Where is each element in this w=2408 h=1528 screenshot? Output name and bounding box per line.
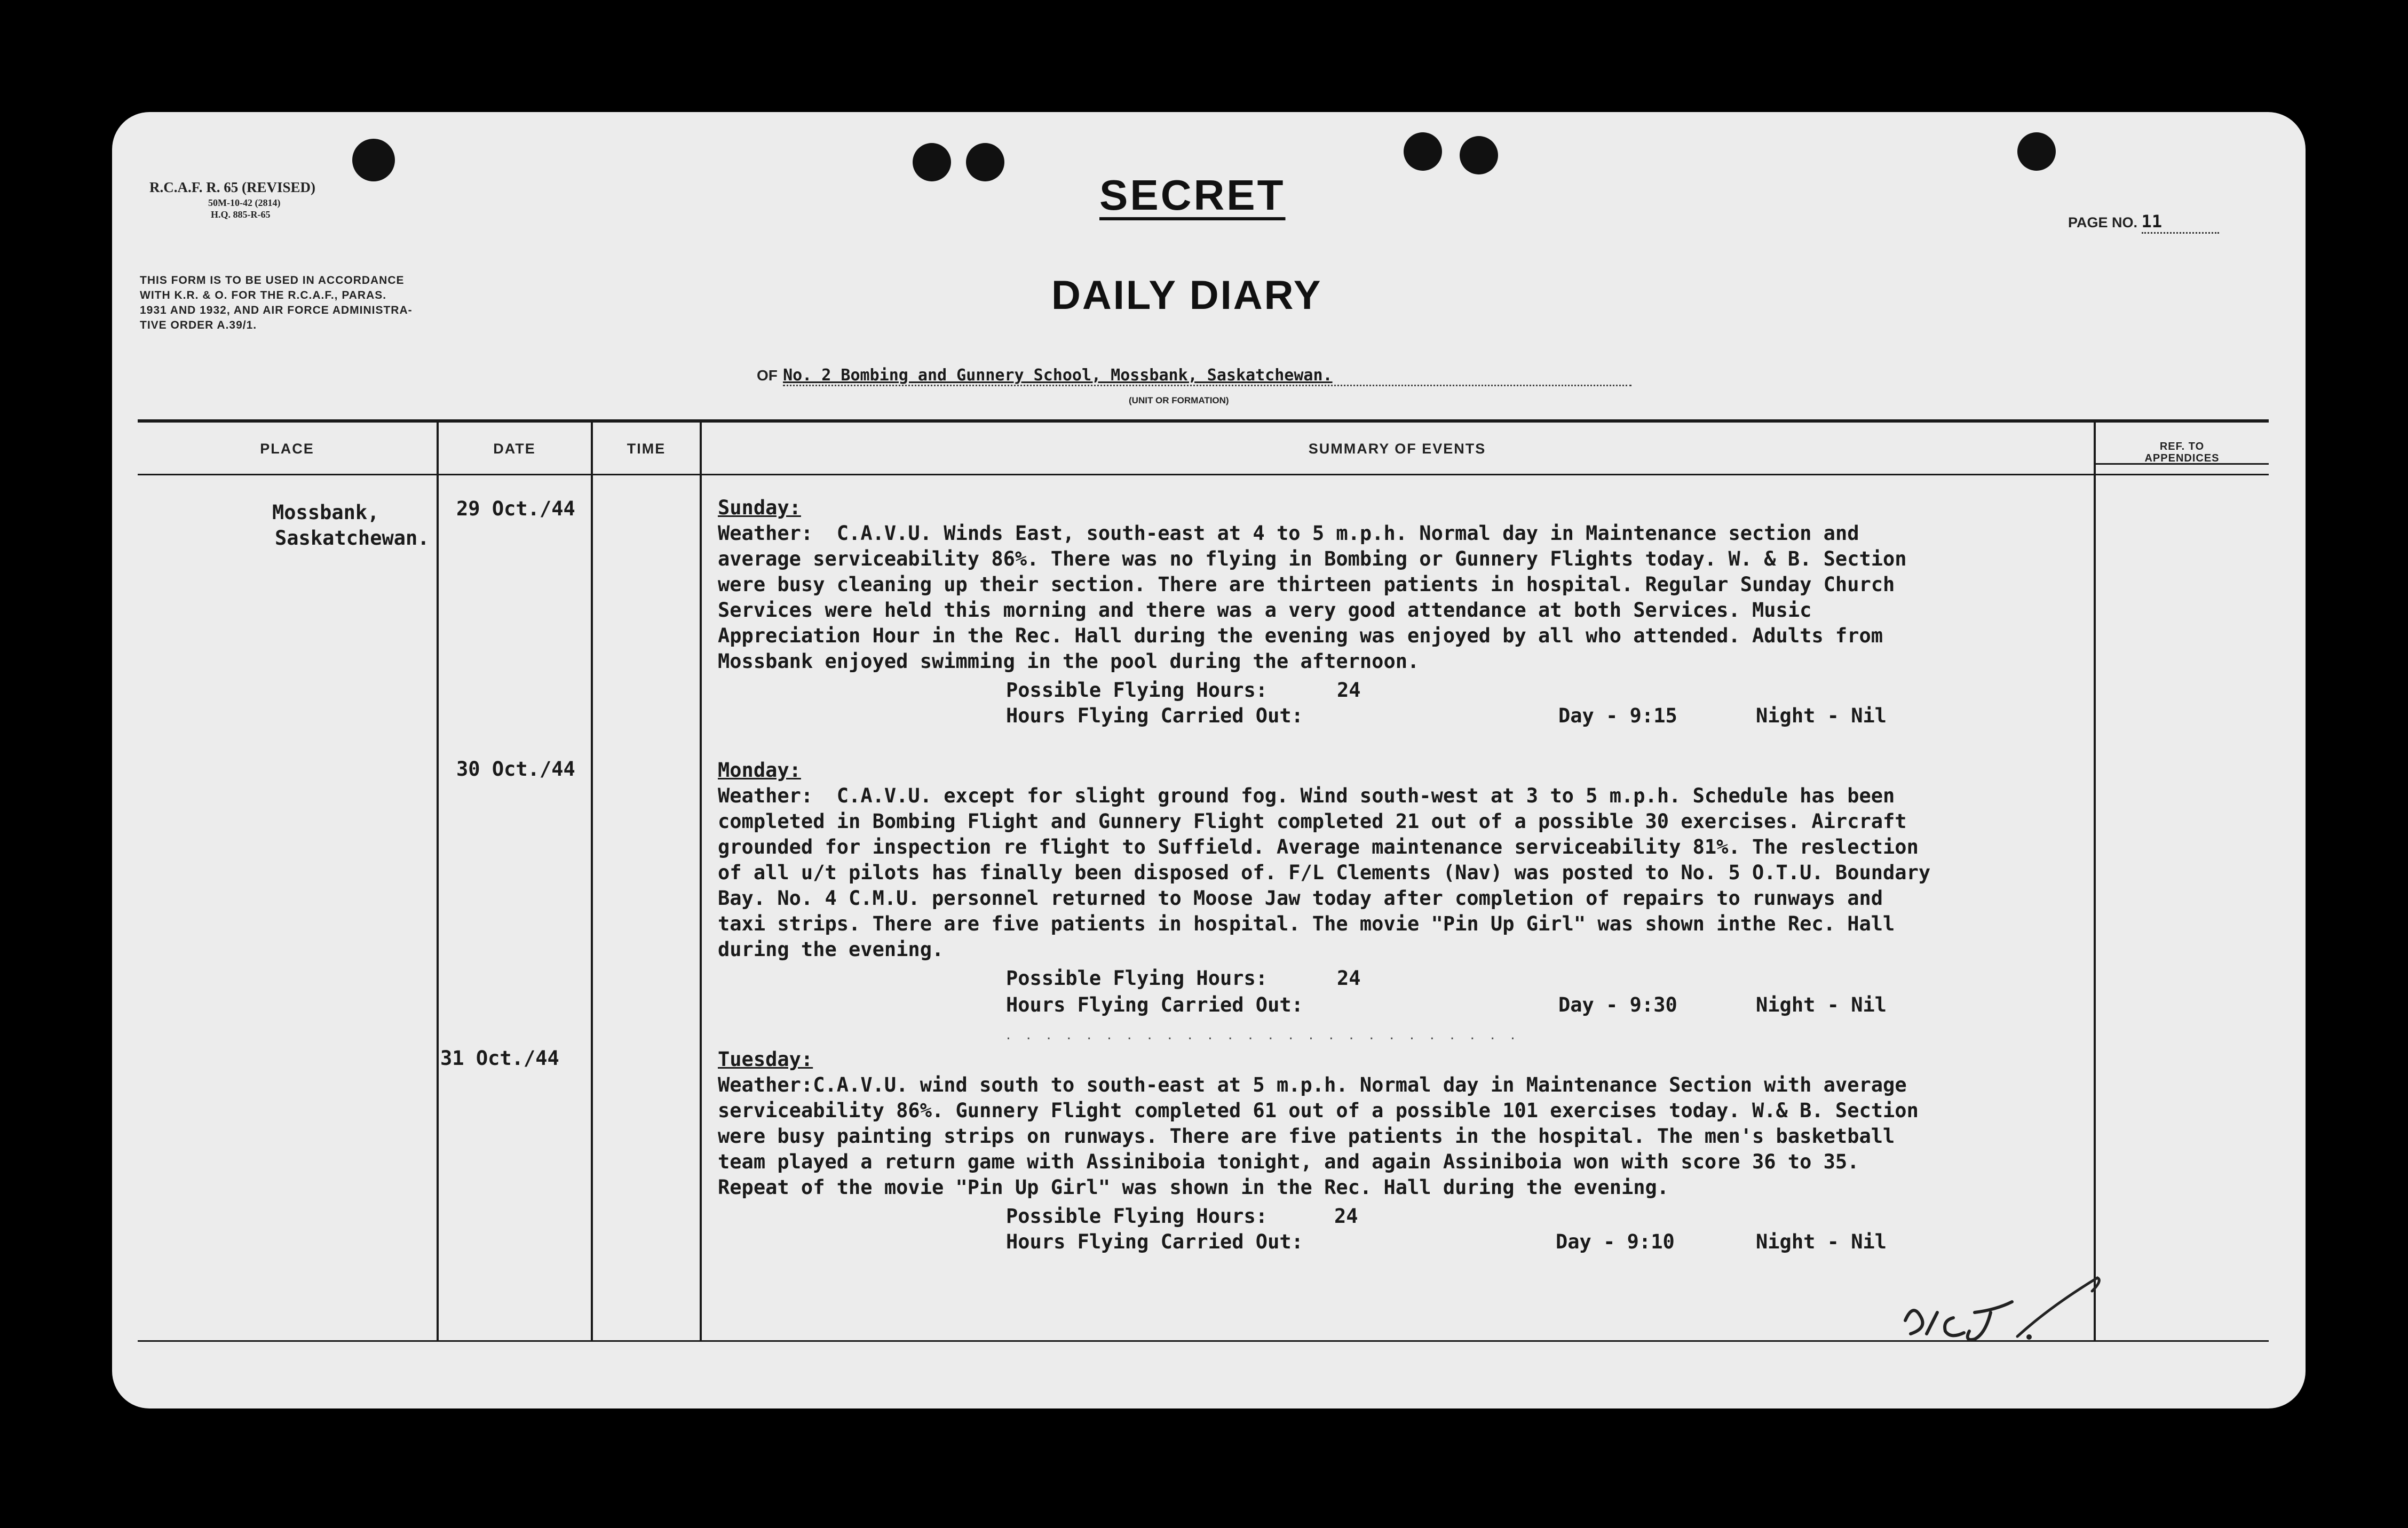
entry-line: team played a return game with Assiniboia tonight, and again Assiniboia won with score 36 to 35. — [718, 1150, 1859, 1173]
column-divider — [437, 421, 439, 1340]
punch-hole — [1404, 132, 1442, 171]
entry-line: serviceability 86%. Gunnery Flight completed 61 out of a possible 101 exercises today. W.& B. Section — [718, 1099, 1919, 1122]
entry-line: grounded for inspection re flight to Suffield. Average maintenance serviceability 81%. The reslection — [718, 835, 1919, 858]
possible-hours-label: Possible Flying Hours: — [1006, 1205, 1268, 1228]
weather-label: Weather: — [718, 784, 813, 807]
form-code-line: H.Q. 885-R-65 — [211, 209, 271, 220]
table-top-rule — [138, 419, 2269, 423]
entry-line: taxi strips. There are five patients in hospital. The movie "Pin Up Girl" was shown inthe Rec. Hall — [718, 912, 1895, 935]
punch-hole — [352, 139, 395, 181]
unit-name: No. 2 Bombing and Gunnery School, Mossbank, Saskatchewan. — [783, 366, 1631, 386]
classification-heading: SECRET — [1099, 171, 1286, 219]
possible-hours-label: Possible Flying Hours: — [1006, 967, 1268, 990]
night-hours: Night - Nil — [1756, 1230, 1887, 1253]
form-number: R.C.A.F. R. 65 (REVISED) — [149, 179, 316, 195]
column-divider — [2094, 421, 2096, 1340]
entry-line: Services were held this morning and there was a very good attendance at both Services. Music — [718, 599, 1812, 622]
entry-line: Weather: C.A.V.U. except for slight ground fog. Wind south-west at 3 to 5 m.p.h. Schedule has been — [718, 784, 1895, 807]
form-instructions: THIS FORM IS TO BE USED IN ACCORDANCE WITH K.R. & O. FOR THE R.C.A.F., PARAS. 1931 AND 1932, AND AIR FORCE ADMINISTRA- TIVE ORDER A.39/1. — [140, 274, 413, 331]
column-header-place: PLACE — [260, 441, 314, 457]
column-header-summary: SUMMARY OF EVENTS — [1308, 441, 1486, 457]
entry-line: average serviceability 86%. There was no flying in Bombing or Gunnery Flights today. W. & B. Section — [718, 547, 1907, 570]
entry-line: Repeat of the movie "Pin Up Girl" was shown in the Rec. Hall during the evening. — [718, 1176, 1669, 1199]
carried-hours-label: Hours Flying Carried Out: — [1006, 1230, 1303, 1253]
entry-line: Weather:C.A.V.U. wind south to south-east at 5 m.p.h. Normal day in Maintenance Section with average — [718, 1073, 1907, 1096]
weather-label: Weather: — [718, 522, 813, 545]
punch-hole — [1460, 136, 1498, 174]
entry-line: Mossbank enjoyed swimming in the pool during the afternoon. — [718, 650, 1420, 673]
entry-line: during the evening. — [718, 938, 944, 961]
punch-hole — [966, 143, 1004, 181]
entry-line: Appreciation Hour in the Rec. Hall during the evening was enjoyed by all who attended. Adults from — [718, 624, 1883, 647]
entry-day: Sunday: — [718, 496, 801, 519]
entry-line: of all u/t pilots has finally been disposed of. F/L Clements (Nav) was posted to No. 5 O.T.U. Boundary — [718, 861, 1931, 884]
diary-entry — [718, 758, 2084, 962]
dotted-rule: . . . . . . . . . . . . . . . . . . . . . . . . . . — [1006, 1025, 1520, 1043]
entry-date: 30 Oct./44 — [456, 758, 575, 781]
entry-line: Bay. No. 4 C.M.U. personnel returned to Moose Jaw today after completion of repairs to runways and — [718, 887, 1883, 910]
punch-hole — [913, 143, 951, 181]
possible-hours-value: 24 — [1334, 1205, 1358, 1228]
entry-date: 29 Oct./44 — [456, 497, 575, 520]
day-hours: Day - 9:15 — [1558, 704, 1677, 727]
weather-label: Weather: — [718, 1073, 813, 1096]
page-number-field — [2068, 211, 2219, 234]
carried-hours-label: Hours Flying Carried Out: — [1006, 704, 1303, 727]
header-bottom-rule — [138, 474, 2269, 475]
night-hours: Night - Nil — [1756, 993, 1887, 1016]
possible-hours-label: Possible Flying Hours: — [1006, 679, 1268, 702]
punch-hole — [2017, 132, 2056, 171]
day-hours: Day - 9:10 — [1556, 1230, 1675, 1253]
unit-caption: (UNIT OR FORMATION) — [1129, 395, 1229, 405]
place-line: Mossbank, — [272, 501, 379, 524]
page-number-label: PAGE NO. — [2068, 214, 2138, 230]
entry-date: 31 Oct./44 — [440, 1047, 559, 1070]
place-cell — [272, 500, 430, 551]
column-header-time: TIME — [627, 441, 666, 457]
entry-line: were busy cleaning up their section. There are thirteen patients in hospital. Regular Sunday Church — [718, 573, 1895, 596]
entry-line: Weather: C.A.V.U. Winds East, south-east at 4 to 5 m.p.h. Normal day in Maintenance section and — [718, 522, 1859, 545]
diary-entry — [718, 495, 2084, 674]
unit-prefix: OF — [757, 367, 778, 384]
column-divider — [700, 421, 702, 1340]
entry-line: completed in Bombing Flight and Gunnery Flight completed 21 out of a possible 30 exercises. Aircraft — [718, 810, 1907, 833]
diary-entry — [718, 1047, 2084, 1200]
column-header-date: DATE — [493, 441, 536, 457]
possible-hours-value: 24 — [1337, 679, 1361, 702]
unit-line — [757, 364, 1631, 386]
page-title: DAILY DIARY — [1051, 273, 1322, 318]
entry-day: Monday: — [718, 759, 801, 782]
place-line: Saskatchewan. — [275, 527, 430, 550]
night-hours: Night - Nil — [1756, 704, 1887, 727]
day-hours: Day - 9:30 — [1558, 993, 1677, 1016]
entry-day: Tuesday: — [718, 1048, 813, 1071]
form-number-block — [149, 179, 315, 221]
column-header-ref: REF. TO APPENDICES — [2144, 441, 2220, 464]
signature-initials — [1889, 1270, 2119, 1350]
page-number: 11 — [2142, 211, 2219, 234]
column-divider — [591, 421, 593, 1340]
possible-hours-value: 24 — [1337, 967, 1361, 990]
form-code-line: 50M-10-42 (2814) — [208, 197, 281, 208]
entry-line: were busy painting strips on runways. There are five patients in the hospital. The men's basketball — [718, 1125, 1895, 1148]
carried-hours-label: Hours Flying Carried Out: — [1006, 993, 1303, 1016]
